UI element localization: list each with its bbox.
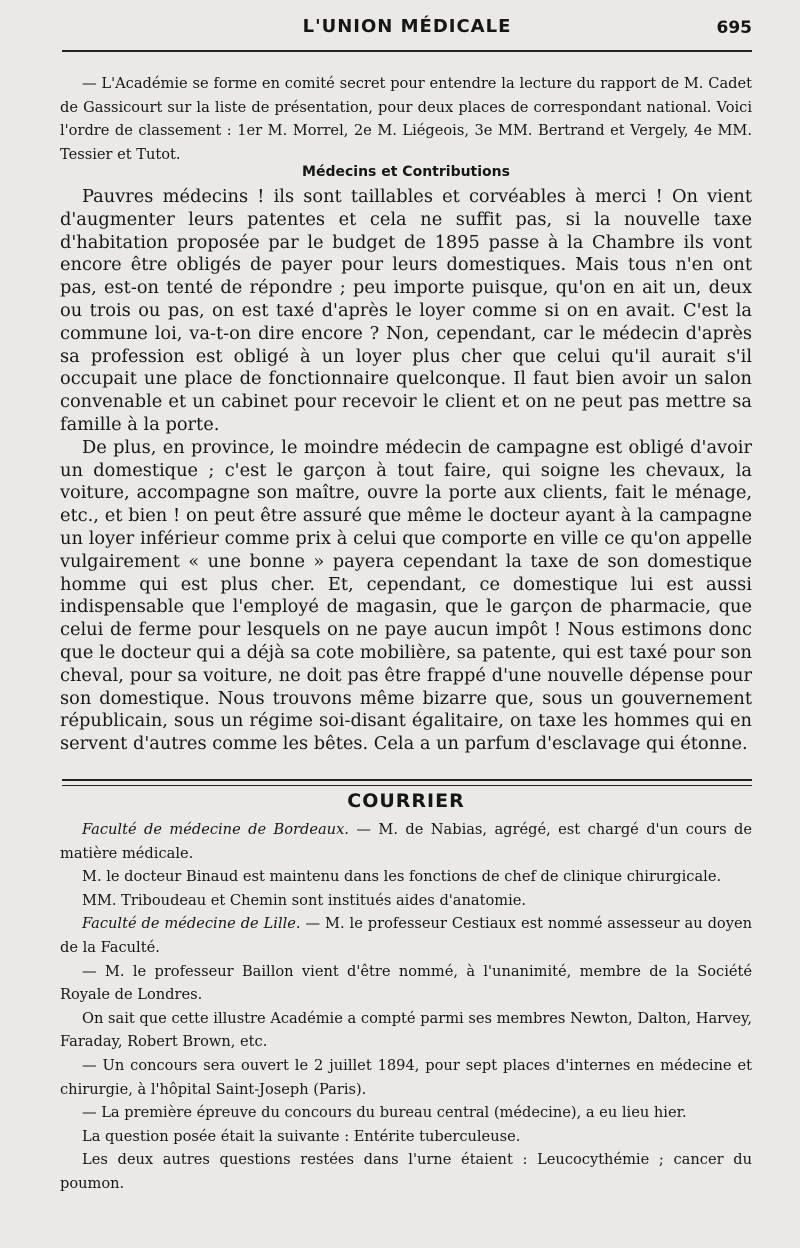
courrier-text: On sait que cette illustre Académie a compté parmi ses membres Newton, Dalton, Harvey, Faraday, Robert Brown, etc. bbox=[60, 1009, 752, 1051]
courrier-paragraph bbox=[60, 1054, 752, 1101]
courrier-paragraph bbox=[60, 1148, 752, 1195]
courrier-lead: Faculté de médecine de Lille. bbox=[82, 915, 301, 933]
courrier-paragraph bbox=[60, 1125, 752, 1149]
courrier-paragraph bbox=[60, 889, 752, 913]
courrier-paragraph bbox=[60, 1007, 752, 1054]
courrier-text: La question posée était la suivante : Entérite tuberculeuse. bbox=[82, 1127, 521, 1145]
courrier-paragraph bbox=[60, 865, 752, 889]
page-number: 695 bbox=[716, 18, 752, 38]
courrier-paragraph bbox=[60, 818, 752, 865]
courrier-text: — M. le professeur Baillon vient d'être nommé, à l'unanimité, membre de la Société Royale de Londres. bbox=[60, 962, 752, 1004]
running-header bbox=[62, 16, 752, 42]
courrier-paragraph bbox=[60, 912, 752, 959]
article-heading: Médecins et Contributions bbox=[302, 164, 510, 180]
courrier-paragraph bbox=[60, 1101, 752, 1125]
journal-title: L'UNION MÉDICALE bbox=[302, 16, 512, 37]
article-body bbox=[60, 186, 752, 756]
courrier-heading: COURRIER bbox=[347, 790, 465, 812]
article-paragraph: Pauvres médecins ! ils sont taillables et corvéables à merci ! On vient d'augmenter leurs patentes et cela ne suffit pas, si la nouvelle taxe d'habitation proposée par le budget de 1895 passe à la Chambre ils vont encore être obligés de payer pour leurs domestiques. Mais tous n'en ont pas, est-on tenté de répondre ; peu importe puisque, qu'on en ait un, deux ou trois ou pas, on est taxé d'après le loyer comme si on en avait. C'est la commune loi, va-t-on dire encore ? Non, cependant, car le médecin d'après sa profession est obligé à un loyer plus cher que celui qu'il aurait s'il occupait une place de fonctionnaire quelconque. Il faut bien avoir un salon convenable et un cabinet pour recevoir le client et on ne peut pas mettre sa famille à la porte. bbox=[60, 186, 752, 435]
courrier-text: Les deux autres questions restées dans l'urne étaient : Leucocythémie ; cancer du poumon. bbox=[60, 1151, 752, 1192]
courrier-body bbox=[60, 818, 752, 1196]
courrier-text: M. le docteur Binaud est maintenu dans les fonctions de chef de clinique chirurgicale. bbox=[82, 868, 722, 886]
courrier-paragraph bbox=[60, 960, 752, 1007]
courrier-text: — M. de Nabias, agrégé, est chargé d'un cours de matière médicale. bbox=[60, 821, 752, 862]
article-paragraph: De plus, en province, le moindre médecin de campagne est obligé d'avoir un domestique ; c'est le garçon à tout faire, qui soigne les chevaux, la voiture, accompagne son maître, ouvre la porte aux clients, fait le ménage, etc., et bien ! on peut être assuré que même le docteur ayant à la campagne un loyer inférieur comme prix à celui que comporte en ville ce qu'on appelle vulgairement « une bonne » payera cependant la taxe de son domestique homme qui est plus cher. Et, cependant, ce domestique lui est aussi indispensable que l'employé de magasin, que le garçon de pharmacie, que celui de ferme pour lesquels on ne paye aucun impôt ! Nous estimons donc que le docteur qui a déjà sa cote mobilière, sa patente, qui est taxé pour son cheval, pour sa voiture, ne doit pas être frappé d'une nouvelle dépense pour son domestique. Nous trouvons même bizarre que, sous un gouvernement républicain, sous un régime soi-disant égalitaire, on taxe les hommes qui en servent d'autres comme les bêtes. Cela a un parfum d'esclavage qui étonne. bbox=[60, 436, 752, 755]
courrier-text: MM. Triboudeau et Chemin sont institués aides d'anatomie. bbox=[82, 891, 527, 909]
courrier-text: — Un concours sera ouvert le 2 juillet 1894, pour sept places d'internes en médecine et chirurgie, à l'hôpital Saint-Joseph (Paris). bbox=[60, 1056, 752, 1098]
courrier-text: — M. le professeur Cestiaux est nommé assesseur au doyen de la Faculté. bbox=[60, 915, 752, 956]
courrier-lead: Faculté de médecine de Bordeaux. bbox=[82, 821, 349, 838]
academie-notice bbox=[60, 72, 752, 166]
academie-paragraph: — L'Académie se forme en comité secret pour entendre la lecture du rapport de M. Cadet de Gassicourt sur la liste de présentation, pour deux places de correspondant national. Voici l'ordre de classement : 1er M. Morrel, 2e M. Liégeois, 3e MM. Bertrand et Vergely, 4e MM. Tessier et Tutot. bbox=[60, 75, 752, 163]
section-divider bbox=[62, 779, 752, 786]
header-rule bbox=[62, 50, 752, 52]
courrier-text: — La première épreuve du concours du bureau central (médecine), a eu lieu hier. bbox=[82, 1104, 687, 1122]
